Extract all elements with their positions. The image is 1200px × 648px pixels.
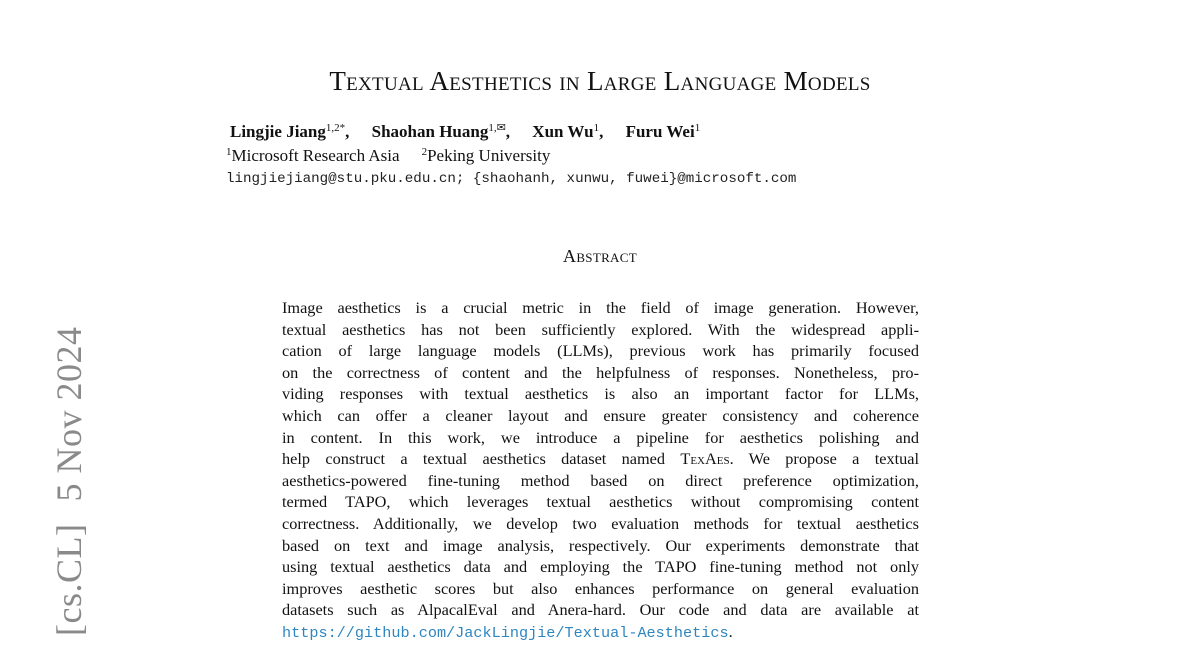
arxiv-date: 5 Nov 2024 [49, 326, 89, 502]
author: Shaohan Huang$^{1,✉}$, [371, 122, 511, 141]
abstract-line: which can offer a cleaner layout and ensure greater consistency and coherence [282, 405, 919, 425]
paper-title: Textual Aesthetics in Large Language Models [329, 66, 871, 97]
abstract-line: cation of large language models (LLMs), previous work has primarily focused [282, 341, 919, 361]
abstract-line: based on text and image analysis, respectively. Our experiments demonstrate that [282, 535, 919, 555]
dataset-name: TexAes [680, 449, 730, 469]
abstract-body [282, 297, 919, 643]
abstract-line: aesthetics-powered fine-tuning method based on direct preference optimization, [282, 470, 919, 490]
abstract-line: textual aesthetics has not been sufficiently explored. With the widespread appli- [282, 319, 919, 339]
affiliation: $^2$Peking University [421, 146, 551, 165]
arxiv-stamp [48, 327, 90, 636]
abstract-line: on the correctness of content and the helpfulness of responses. Nonetheless, pro- [282, 362, 919, 382]
author: Xun Wu$^1$, [532, 122, 604, 141]
abstract-heading: Abstract [563, 246, 637, 266]
affiliation: $^1$Microsoft Research Asia [226, 146, 400, 165]
abstract-line: help construct a textual aesthetics dataset named TexAes. We propose a textual [282, 449, 919, 469]
author: Furu Wei$^1$ [625, 122, 701, 141]
abstract-line: in content. In this work, we introduce a pipeline for aesthetics polishing and [282, 427, 919, 447]
author: Lingjie Jiang$^{1,2*}$, [230, 122, 350, 141]
abstract-line: Image aesthetics is a crucial metric in the field of image generation. However, [282, 298, 919, 317]
code-repository-link[interactable]: https://github.com/JackLingjie/Textual-Aesthetics [282, 623, 729, 642]
abstract-line: viding responses with textual aesthetics is also an important factor for LLMs, [282, 384, 919, 404]
envelope-icon: ✉ [496, 122, 506, 134]
abstract-line: improves aesthetic scores but also enhances performance on general evaluation [282, 578, 919, 598]
author-list [230, 122, 718, 142]
abstract-line: using textual aesthetics data and employing the TAPO fine-tuning method not only [282, 557, 919, 577]
author-emails: lingjiejiang@stu.pku.edu.cn; {shaohanh, xunwu, fuwei}@microsoft.com [226, 171, 797, 187]
abstract-line: correctness. Additionally, we develop two evaluation methods for textual aesthetics [282, 513, 919, 533]
arxiv-category: [cs.CL] [49, 523, 89, 636]
affiliations [226, 146, 550, 166]
abstract-line: https://github.com/JackLingjie/Textual-Aesthetics. [282, 621, 733, 642]
abstract-line: datasets such as AlpacalEval and Anera-hard. Our code and data are available at [282, 600, 919, 620]
abstract-line: termed TAPO, which leverages textual aesthetics without compromising content [282, 492, 919, 512]
